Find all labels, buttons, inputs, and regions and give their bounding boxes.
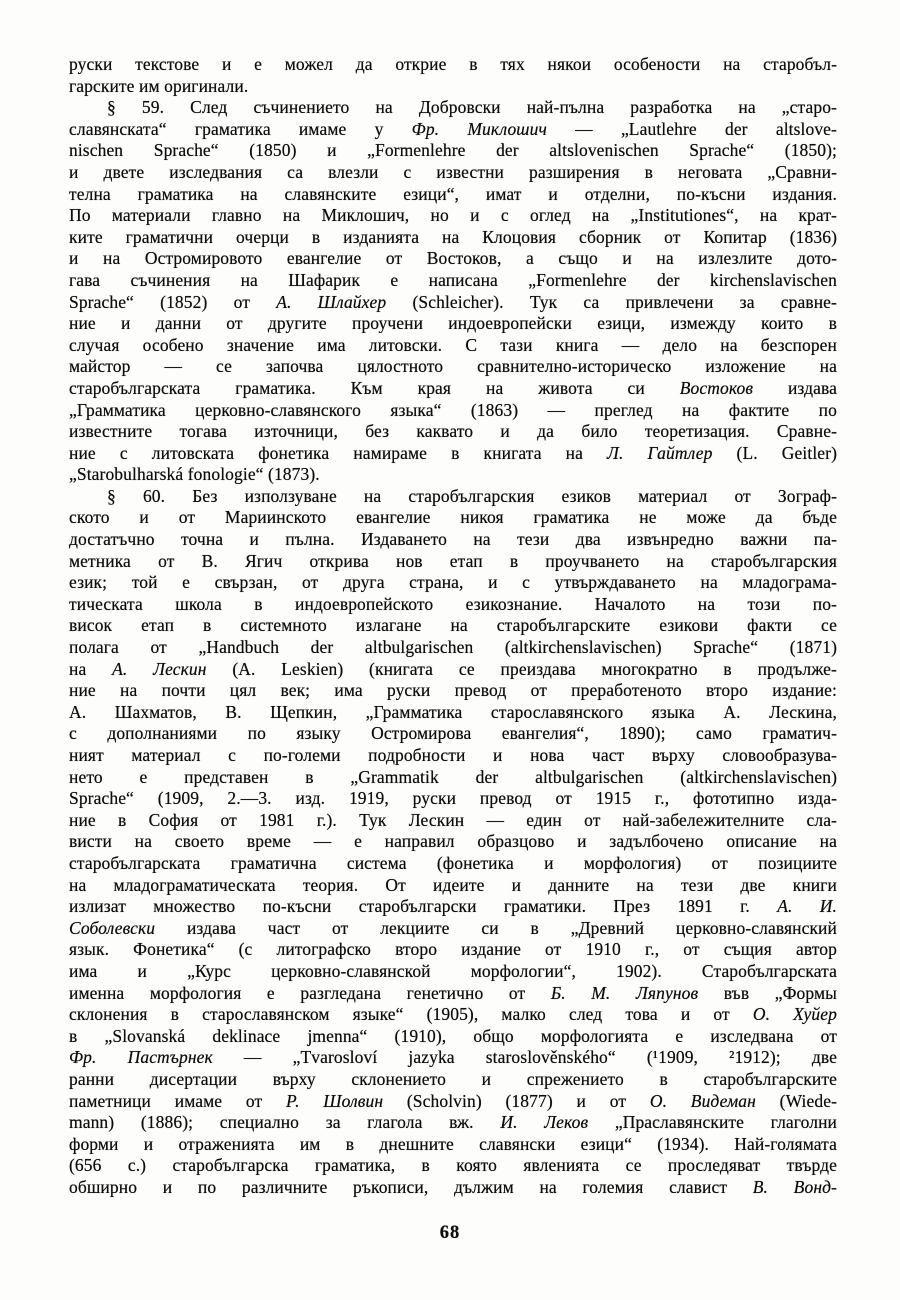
italic-text-segment: В. Вонд- [752,1176,837,1197]
text-line [69,594,837,616]
text-segment: висок етап в системното излагане на старобългарските езикови факти се [69,615,837,636]
text-line [69,529,837,551]
text-segment: метника от В. Ягич открива нов етап в проучването на старобългарския [69,550,837,571]
text-segment: майстор — се започва цялостното сравнително-историческо изложение на [69,356,837,377]
text-line [69,961,837,983]
text-line [69,723,837,745]
text-segment: (Wiede- [755,1090,838,1111]
text-segment: език; той е свързан, от друга страна, и с утвърждаването на младограма- [69,572,837,593]
text-segment: Sprache“ (1852) от [69,291,277,312]
text-line [69,918,837,940]
text-line [69,313,837,335]
text-segment: (656 с.) старобългарска граматика, в която явленията се проследяват твърде [69,1155,837,1176]
text-segment: известните тогава източници, без каквато и да било теоретизация. Сравне- [69,421,837,442]
text-line [69,788,837,810]
text-line [69,1069,837,1091]
text-line [69,702,837,724]
text-segment: ние в София от 1981 г.). Тук Лескин — един от най-забележителните сла- [69,809,837,830]
text-line [69,184,837,206]
text-line [69,745,837,767]
text-segment: и двете изследвания са влезли с известни разширения в неговата „Сравни- [69,161,837,182]
text-segment: § 59. След съчинението на Добровски най-пълна разработка на „старо- [107,97,837,118]
italic-text-segment: О. Хуйер [752,1004,837,1025]
text-line [69,1134,837,1156]
text-line [69,248,837,270]
text-segment: полага от „Handbuch der altbulgarischen (altkirchenslavischen) Sprache“ (1871) [69,637,837,658]
text-segment: ние и данни от другите проучени индоевропейски езици, измежду които в [69,313,837,334]
text-segment: именна морфология е разгледана генетично от [69,982,551,1003]
text-segment: излизат множество по-късни старобългарски граматики. През 1891 г. [69,896,778,917]
italic-text-segment: О. Видеман [649,1090,756,1111]
text-segment: достатъчно точна и пълна. Издаването на тези два извънредно важни па- [69,529,837,550]
page-number: 68 [439,1223,461,1243]
text-segment: ният материал с по-големи подробности и нова част върху словообразува- [69,745,837,765]
italic-text-segment: Р. Шолвин [286,1090,384,1111]
page-text [69,54,837,1198]
italic-text-segment: Л. Гайтлер [607,442,713,463]
text-segment: обширно и по различните ръкописи, дължим на големия славист [69,1176,753,1197]
text-line [69,659,837,681]
text-line [69,443,837,465]
text-line [69,551,837,573]
text-segment: ранни дисертации върху склонението и спрежението в старобългарските [69,1068,837,1089]
text-line [69,1047,837,1069]
text-line [69,270,837,292]
italic-text-segment: Фр. Пастърнек [69,1047,213,1068]
text-line [69,1091,837,1113]
text-segment: телна граматика на славянските езици“, имат и отделни, по-късни издания. [69,183,837,204]
text-line [69,227,837,249]
text-line [69,356,837,378]
text-segment: (Scholvin) (1877) и от [383,1090,650,1111]
text-line [69,939,837,961]
text-line [69,507,837,529]
text-segment: тическата школа в индоевропейското езикознание. Началото на този по- [69,593,837,614]
text-segment: (Schleicher). Тук са привлечени за сравне- [386,291,837,312]
text-segment: гарските им оригинали. [69,75,249,96]
text-line [69,983,837,1005]
text-segment: — „Tvarosloví jazyka staroslověnského“ (¹1909, ²1912); две [212,1047,838,1068]
text-segment: нето е представен в „Grammatik der altbulgarischen (altkirchenslavischen) [69,766,837,787]
text-segment: склонения в старославянском языке“ (1905), малко след това и от [69,1004,753,1025]
text-segment: Sprache“ (1909, 2.—3. изд. 1919, руски превод от 1915 г., фототипно изда- [69,788,837,809]
text-segment: издава част от лекциите си в „Древний церковно-славянский [155,917,837,938]
text-line [69,400,837,422]
italic-text-segment: И. Леков [500,1112,589,1133]
text-line [69,615,837,637]
text-line [69,162,837,184]
italic-text-segment: Соболевски [69,917,156,938]
text-segment: руски текстове и е можел да открие в тях някои особености на старобъл- [69,54,837,74]
italic-text-segment: Фр. Миклошич [411,118,547,139]
text-segment: „Праславянските глаголни [588,1112,837,1133]
text-line [69,637,837,659]
text-segment: гава съчинения на Шафарик е написана „Formenlehre der kirchenslavischen [69,269,837,290]
text-line [69,831,837,853]
text-line [69,680,837,702]
text-line [69,205,837,227]
italic-text-segment: Б. М. Ляпунов [550,982,699,1003]
text-segment: славянската“ граматика имаме у [69,118,412,139]
text-line [69,1177,837,1199]
text-line [69,810,837,832]
text-segment: язык. Фонетика“ (с литографско второ издание от 1910 г., от същия автор [69,939,837,960]
text-segment: паметници имаме от [69,1090,287,1111]
text-segment: — „Lautlehre der altslove- [546,118,837,139]
text-line [69,464,837,486]
text-line [69,767,837,789]
text-segment: А. Шахматов, В. Щепкин, „Грамматика старославянского языка А. Лескина, [69,701,837,722]
text-line [69,335,837,357]
text-line [69,875,837,897]
text-line [69,76,837,98]
italic-text-segment: А. И. [777,896,838,917]
text-line [69,378,837,400]
text-line [69,1112,837,1134]
text-segment: nischen Sprache“ (1850) и „Formenlehre der altslovenischen Sprache“ (1850); [69,140,837,161]
text-line [69,853,837,875]
text-line [69,97,837,119]
text-line [69,1155,837,1177]
text-segment: на [69,658,113,679]
text-segment: има и „Курс церковно-славянской морфологии“, 1902). Старобългарската [69,960,837,981]
text-segment: ското и от Мариинското евангелие никоя граматика не може да бъде [69,507,837,528]
text-line [69,486,837,508]
text-segment: старобългарската граматика. Към края на живота си [69,377,680,398]
text-line [69,572,837,594]
text-segment: на младограматическата теория. От идеите и данните на тези две книги [69,874,837,895]
text-segment: случая особено значение има литовски. С тази книга — дело на безспорен [69,334,837,355]
text-segment: (A. Leskien) (книгата се преиздава многократно в продълже- [206,658,837,679]
text-segment: По материали главно на Миклошич, но и с оглед на „Institutiones“, на крат- [69,205,837,226]
text-segment: ние на почти цял век; има руски превод от преработеното второ издание: [69,680,837,701]
text-segment: във „Формы [698,982,837,1003]
text-segment: в „Slovanská deklinace jmenna“ (1910), общо морфологията е изследвана от [69,1025,837,1046]
italic-text-segment: Востоков [679,377,754,398]
italic-text-segment: А. Лескин [112,658,207,679]
text-segment: (L. Geitler) [712,442,838,463]
text-segment: висти на своето време — е направил образцово и задълбочено описание на [69,831,837,852]
text-segment: ние с литовската фонетика намираме в книгата на [69,442,608,463]
text-line [69,140,837,162]
text-segment: mann) (1886); специално за глагола вж. [69,1112,501,1133]
text-segment: ките граматични очерци в изданията на Клоцовия сборник от Копитар (1836) [69,226,837,247]
text-line [69,1004,837,1026]
text-line [69,1026,837,1048]
text-line [69,896,837,918]
text-segment: издава [753,377,837,398]
text-line [69,54,837,76]
italic-text-segment: А. Шлайхер [276,291,387,312]
text-segment: § 60. Без използуване на старобългарския езиков материал от Зограф- [107,485,837,506]
text-line [69,292,837,314]
text-segment: „Грамматика церковно-славянского языка“ (1863) — преглед на фактите по [69,399,837,420]
text-segment: старобългарската граматична система (фонетика и морфология) от позициите [69,852,837,873]
text-segment: форми и отраженията им в днешните славянски езици“ (1934). Най-голямата [69,1133,837,1154]
text-segment: с дополнаниями по языку Остромирова евангелия“, 1890); само граматич- [69,723,837,744]
text-line [69,119,837,141]
text-line [69,421,837,443]
text-segment: и на Остромировото евангелие от Востоков, а също и на излезлите дото- [69,248,837,269]
text-segment: „Starobulharská fonologie“ (1873). [69,464,320,485]
